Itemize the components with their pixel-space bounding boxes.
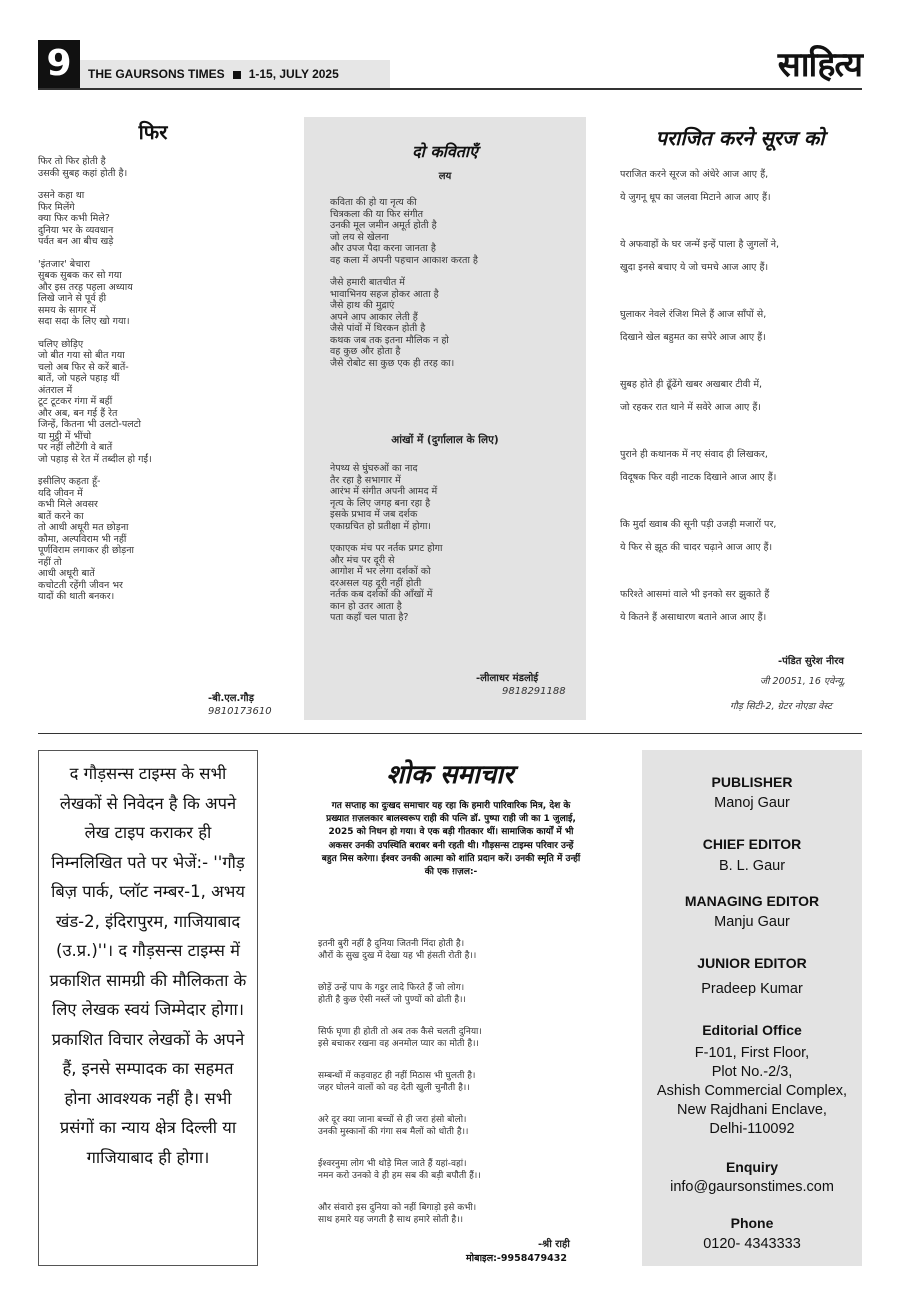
author-phone: 9810173610 <box>208 706 272 717</box>
poem-stanza: नेपथ्य से घुंघरुओं का नाद तैर रहा है सभागार में आरंभ में संगीत अपनी आमद में नृत्य के लिए जगह बना रहा है इसके प्रभाव में जब दर्शक एकाग्रचित हो प्रतीक्षा में होगा। <box>330 463 438 532</box>
poem-stanza: पराजित करने सूरज को अंधेरे आज आए हैं, ये जुगनू धूप का जलवा मिटाने आज आए हैं। <box>620 169 771 203</box>
ghazal-body <box>318 938 588 1246</box>
newspaper-band <box>80 60 390 88</box>
poem-stanza: घुलाकर नेवले रंजिश मिले हैं आज साँपों से, दिखाने खेल बहुमत का सपेरे आज आए हैं। <box>620 309 767 343</box>
page-number: 9 <box>38 40 80 88</box>
poem-stanza: ये अफवाहों के घर जन्में इन्हें पाला है जुगलों ने, खुदा इनसे बचाए ये जो चमचे आज आए हैं। <box>620 239 780 273</box>
chief-editor-label: CHIEF EDITOR <box>702 836 802 852</box>
header-divider <box>38 88 862 90</box>
publisher-label: PUBLISHER <box>711 774 793 790</box>
ghazal-couplet: अरे दूर क्या जाना बच्चों से ही जरा हंसो बोलो। उनकी मुस्कानों की गंगा सब मैलों को धोती है।। <box>318 1115 469 1137</box>
managing-editor-label: MANAGING EDITOR <box>684 893 820 909</box>
poem-title: फिर <box>138 120 168 144</box>
condolence-title: शोक समाचार <box>386 760 514 790</box>
condolence-intro: गत सप्ताह का दुःखद समाचार यह रहा कि हमारी पारिवारिक मित्र, देश के प्रख्यात ग़ज़लकार बालस्वरूप राही की पत्नि डॉ. पुष्पा राही जी का 1 जुलाई, 2025 को निधन हो गया। वे एक बड़ी गीतकार थीं। सामाजिक कार्यों में भी अकसर उनकी उपस्थिति बराबर बनी रहती थी। गौड़सन्स टाइम्स परिवार उन्हें बहुत मिस करेगा। ईश्वर उनकी आत्मा को शांति प्रदान करें। उनकी स्मृति में उन्हीं की एक ग़ज़ल:- <box>321 801 581 878</box>
poem-body <box>620 163 864 653</box>
poem-body <box>330 197 580 380</box>
ghazal-couplet: इतनी बुरी नहीं है दुनिया जितनी निंदा होती है। औरों के सुख दुख में देखा यह भी हंसती रोती है।। <box>318 939 477 961</box>
junior-editor-label: JUNIOR EDITOR <box>697 955 807 971</box>
poem-stanza: फरिश्ते आसमां वाले भी इनको सर झुकाते हैं ये कितने हैं असाधारण बताने आज आए हैं। <box>620 589 770 623</box>
ghazal-author: -श्री राही <box>538 1239 570 1250</box>
middle-divider <box>38 733 862 734</box>
ghazal-couplet: छोड़ें उन्हें पाप के गट्ठर लादे फिरते हैं जो लोग। होती है कुछ ऐसी नस्लें जो पुण्यों को ढोती है।। <box>318 983 466 1005</box>
poem-title: पराजित करने सूरज को <box>655 126 825 150</box>
poem-stanza: सुबह होते ही ढूँढेंगे खबर अखबार टीवी में, जो रहकर रात थाने में सवेरे आज आए हैं। <box>620 379 763 413</box>
author-address: जी 20051, 16 एवेन्यू, <box>760 676 846 687</box>
poem-author: -पंडित सुरेश नीरव <box>778 656 844 667</box>
enquiry-label: Enquiry <box>725 1159 779 1175</box>
poem-title: लय <box>438 171 452 182</box>
poem-body <box>330 463 580 635</box>
office-address-line: New Rajdhani Enclave, <box>677 1102 827 1118</box>
poem-stanza: एकाएक मंच पर नर्तक प्रगट होगा और मंच पर दूरी से आगोश में भर लेगा दर्शकों को दरअसल यह दूरी नहीं होती नर्तक कब दर्शकों की आँखों में कान हो उतर आता है पता कहाँ चल पाता है? <box>330 543 443 623</box>
poem-stanza: उसने कहा था फिर मिलेंगे क्या फिर कभी मिले? दुनिया भर के व्यवधान पर्वत बन आ बीच खड़े <box>38 190 114 247</box>
poem-author: -लीलाधर मंडलोई <box>476 673 539 684</box>
poem-stanza: इसीलिए कहता हूँ- यदि जीवन में कभी मिले अवसर बातें करने का तो आधी अधूरी मत छोड़ना कौमा, अल्पविराम भी नहीं पूर्णविराम लगाकर ही छोड़ना नहीं तो आधी अधूरी बातें कचोटती रहेंगी जीवन भर यादों की थाती बनकर। <box>38 476 134 602</box>
notice-box: द गौड़सन्स टाइम्स के सभी लेखकों से निवेदन है कि अपने लेख टाइप कराकर ही निम्नलिखित पते पर भेजें:- ''गौड़ बिज़ पार्क, प्लॉट नम्बर-1, अभय खंड-2, इंदिरापुरम, गाजियाबाद (उ.प्र.)''। द गौड़सन्स टाइम्स में प्रकाशित सामग्री की मौलिकता के लिए लेखक स्वयं जिम्मेदार होगा। प्रकाशित विचार लेखकों के अपने हैं, इनसे सम्पादक का सहमत होना आवश्यक नहीं है। सभी प्रसंगों का न्याय क्षेत्र दिल्ली या गाजियाबाद ही होगा। <box>38 750 258 1266</box>
poem-stanza: 'इंतजार' बेचारा सुबक सुबक कर सो गया और इस तरह पहला अध्याय लिखे जाने से पूर्व ही समय के सागर में सदा सदा के लिए खो गया। <box>38 258 133 327</box>
junior-editor-name: Pradeep Kumar <box>701 981 803 997</box>
issue-date: 1-15, JULY 2025 <box>248 67 339 81</box>
poem-stanza: जैसे हमारी बातचीत में भावाभिनय सहज होकर आता है जैसे हाथ की मुद्राएं अपने आप आकार लेती हैं जैसे पांवों में थिरकन होती है कथक जब तक इतना मौलिक न हो वह कुछ और होता है जैसे रोबोट सा कुछ एक ही तरह का। <box>330 277 455 369</box>
author-address: गौड़ सिटी-2, ग्रेटर नोएडा वेस्ट <box>730 701 832 712</box>
poem-author: -बी.एल.गौड़ <box>208 693 254 704</box>
poem-stanza: पुराने ही कथानक में नए संवाद ही लिखकर, विदूषक फिर वही नाटक दिखाने आज आए हैं। <box>620 449 777 483</box>
poem-body <box>38 156 278 614</box>
poem-stanza: कि मुर्दा ख्वाब की सूनी पड़ी उजड़ी मजारों पर, ये फिर से झूठ की चादर चढ़ाने आज आए हैं। <box>620 519 777 553</box>
managing-editor-name: Manju Gaur <box>714 914 790 930</box>
author-phone: 9818291188 <box>502 686 566 697</box>
phone-label: Phone <box>730 1215 774 1231</box>
office-address-line: Plot No.-2/3, <box>711 1064 793 1080</box>
poem-stanza: कविता की हो या नृत्य की चित्रकला की या फिर संगीत उनकी मूल जमीन अमूर्त होती है जो लय से खेलना और उपज पैदा करना जानता है वह कला में अपनी पहचान आकाश करता है <box>330 197 478 266</box>
office-address-line: Delhi-110092 <box>709 1121 795 1137</box>
contact-mobile: मोबाइल:-9958479432 <box>466 1253 567 1264</box>
ghazal-couplet: और संवारो इस दुनिया को नहीं बिगाड़ो इसे कभी। साथ हमारे यह जगती है साथ हमारे सोती है।। <box>318 1203 477 1225</box>
office-address-line: F-101, First Floor, <box>694 1045 810 1061</box>
ghazal-couplet: सम्बन्धों में कड़वाहट ही नहीं मिठास भी घुलती है। जहर घोलने वालों को वह देती खुली चुनौती है।। <box>318 1071 476 1093</box>
section-title: साहित्य <box>777 45 862 85</box>
poem-stanza: चलिए छोड़िए जो बीत गया सो बीत गया चलो अब फिर से करें बातें- बातें, जो पहले पहाड़ थीं अंतराल में टूट टूटकर गंगा में बहीं और अब, बन गई हैं रेत जिन्हें, कितना भी उलटो-पलटो या मुट्ठी में भींचो पर नहीं लौटेंगी वे बातें जो पहाड़ से रेत में तब्दील हो गईं। <box>38 338 152 465</box>
newspaper-name: THE GAURSONS TIMES <box>88 67 225 81</box>
poem-title: आंखों में (दुर्गालाल के लिए) <box>391 434 499 446</box>
office-address-line: Ashish Commercial Complex, <box>656 1083 848 1099</box>
square-bullet-icon <box>233 71 241 79</box>
chief-editor-name: B. L. Gaur <box>718 858 786 874</box>
office-label: Editorial Office <box>702 1022 802 1038</box>
poem-stanza: फिर तो फिर होती है उसकी सुबह कहां होती है। <box>38 156 128 179</box>
ghazal-couplet: सिर्फ घृणा ही होती तो अब तक कैसे चलती दुनिया। इसे बचाकर रखना वह अनमोल प्यार का मोती है।। <box>318 1027 482 1049</box>
publisher-name: Manoj Gaur <box>714 795 790 811</box>
ghazal-couplet: ईश्वरनुमा लोग भी थोड़े मिल जाते हैं यहां-वहां। नमन करो उनको वे ही हम सब की बड़ी बपौती हैं।। <box>318 1159 481 1181</box>
poems-box-title: दो कविताएँ <box>412 142 478 161</box>
phone-number: 0120- 4343333 <box>703 1236 801 1252</box>
enquiry-email[interactable]: info@gaursonstimes.com <box>670 1179 834 1195</box>
